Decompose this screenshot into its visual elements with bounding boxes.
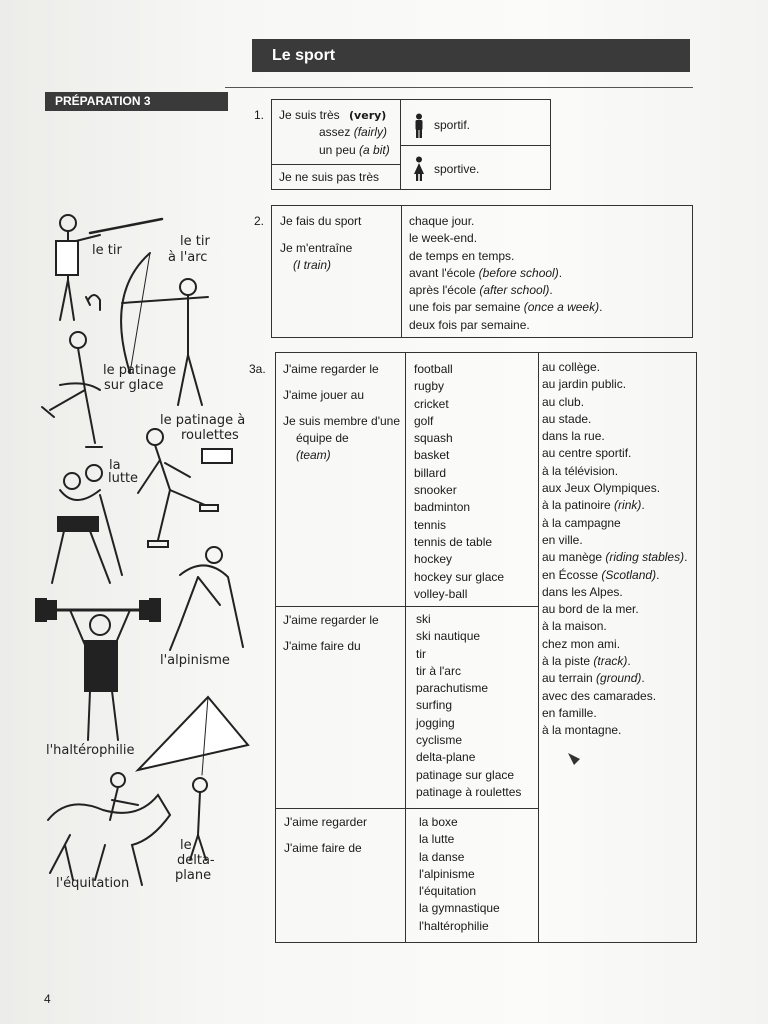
ex3-b1-team: (team) bbox=[296, 448, 331, 462]
list-item: une fois par semaine (once a week). bbox=[409, 300, 603, 315]
list-item: chaque jour. bbox=[409, 214, 475, 228]
list-item: squash bbox=[414, 431, 453, 446]
exercise-1-number: 1. bbox=[254, 108, 265, 122]
list-item: l'alpinisme bbox=[419, 866, 475, 881]
list-item: au club. bbox=[542, 394, 585, 409]
list-item: à la télévision. bbox=[542, 463, 619, 478]
list-item: après l'école (after school). bbox=[409, 283, 553, 298]
list-item: en famille. bbox=[542, 705, 597, 720]
ex1-line-assez: assez (fairly) bbox=[319, 125, 388, 139]
list-item: l'équitation bbox=[419, 884, 476, 899]
roller-skater-figure-icon bbox=[138, 429, 232, 547]
list-item: golf bbox=[414, 413, 434, 428]
label-le-tir: le tir bbox=[92, 243, 122, 258]
male-figure-icon bbox=[412, 113, 426, 139]
list-item: au jardin public. bbox=[542, 377, 627, 392]
list-item: la danse bbox=[419, 849, 465, 864]
ex1-line-un-peu: un peu (a bit) bbox=[319, 143, 390, 157]
list-item: snooker bbox=[414, 483, 457, 498]
list-item: à la patinoire (rink). bbox=[542, 498, 645, 513]
list-item: patinage à roulettes bbox=[416, 784, 522, 799]
ex3-b1-jouer: J'aime jouer au bbox=[283, 388, 364, 402]
page-title: Le sport bbox=[252, 39, 690, 72]
ex3-b2-sports bbox=[416, 611, 521, 801]
hang-glider-figure-icon bbox=[138, 697, 248, 860]
list-item: cyclisme bbox=[416, 733, 463, 748]
ice-skater-figure-icon bbox=[42, 332, 102, 447]
list-item: au collège. bbox=[542, 360, 601, 374]
list-item: la boxe bbox=[419, 815, 458, 829]
ex2-entraine: Je m'entraîne bbox=[280, 241, 353, 255]
sports-illustrations bbox=[30, 205, 255, 905]
shooter-figure-icon bbox=[56, 215, 162, 320]
ex2-train-gloss: (I train) bbox=[293, 258, 332, 272]
exercise-2-divider bbox=[401, 205, 402, 338]
list-item: tir bbox=[416, 646, 426, 661]
list-item: au stade. bbox=[542, 411, 592, 426]
list-item: volley-ball bbox=[414, 586, 468, 601]
label-patinage-roulettes-1: le patinage à bbox=[160, 413, 246, 428]
list-item: parachutisme bbox=[416, 681, 489, 696]
list-item: la lutte bbox=[419, 832, 455, 847]
ex1-female: sportive. bbox=[434, 162, 480, 176]
list-item: tir à l'arc bbox=[416, 663, 461, 678]
list-item: billard bbox=[414, 465, 447, 480]
ex3-b1-membre: Je suis membre d'une bbox=[283, 414, 401, 428]
label-delta-3: plane bbox=[175, 868, 212, 883]
ex3-b1-equipe: équipe de bbox=[296, 431, 349, 445]
list-item: au manège (riding stables). bbox=[542, 550, 688, 565]
list-item: aux Jeux Olympiques. bbox=[542, 481, 661, 496]
ex3-b1-regarder: J'aime regarder le bbox=[283, 362, 379, 376]
list-item: à la maison. bbox=[542, 619, 607, 634]
exercise-1-right-line bbox=[400, 145, 551, 146]
list-item: cricket bbox=[414, 396, 449, 411]
exercise-3a-row-line-1 bbox=[275, 606, 539, 607]
list-item: au centre sportif. bbox=[542, 446, 632, 461]
ex2-fais: Je fais du sport bbox=[280, 214, 362, 228]
list-item: rugby bbox=[414, 379, 445, 394]
label-patinage-glace-2: sur glace bbox=[104, 378, 164, 393]
list-item: hockey bbox=[414, 552, 453, 567]
label-patinage-glace-1: le patinage bbox=[103, 363, 177, 378]
list-item: basket bbox=[414, 448, 450, 463]
list-item: avant l'école (before school). bbox=[409, 265, 563, 280]
list-item: en ville. bbox=[542, 532, 583, 547]
list-item: delta-plane bbox=[416, 750, 476, 765]
list-item: football bbox=[414, 362, 453, 376]
list-item: dans la rue. bbox=[542, 429, 605, 444]
list-item: la gymnastique bbox=[419, 901, 500, 916]
page-number: 4 bbox=[44, 992, 51, 1006]
list-item: avec des camarades. bbox=[542, 688, 657, 703]
label-equitation: l'équitation bbox=[56, 876, 130, 891]
ex1-negative: Je ne suis pas très bbox=[279, 170, 380, 184]
label-lutte-2: lutte bbox=[108, 471, 139, 486]
label-patinage-roulettes-2: roulettes bbox=[181, 428, 239, 443]
list-item: en Écosse (Scotland). bbox=[542, 567, 660, 582]
section-label: PRÉPARATION 3 bbox=[45, 92, 228, 111]
list-item: à la montagne. bbox=[542, 723, 622, 738]
list-item: jogging bbox=[416, 715, 455, 730]
ex3-b3-faire: J'aime faire de bbox=[284, 841, 362, 855]
list-item: au terrain (ground). bbox=[542, 671, 645, 686]
pencil-mark-icon bbox=[566, 751, 584, 767]
list-item: au bord de la mer. bbox=[542, 602, 639, 617]
list-item: tennis bbox=[414, 517, 447, 532]
label-tir-arc-2: à l'arc bbox=[168, 250, 208, 265]
label-halterophilie: l'haltérophilie bbox=[46, 743, 135, 758]
ex3-b2-regarder: J'aime regarder le bbox=[283, 613, 379, 627]
ex3-b3-sports bbox=[419, 814, 500, 935]
list-item: ski bbox=[416, 612, 431, 626]
climber-figure-icon bbox=[170, 547, 243, 650]
ex3-b3-regarder: J'aime regarder bbox=[284, 815, 367, 829]
label-delta-2: delta- bbox=[177, 853, 215, 868]
exercise-3a-divider-2 bbox=[538, 352, 539, 943]
handwritten-very: (very) bbox=[349, 109, 387, 122]
list-item: tennis de table bbox=[414, 534, 493, 549]
list-item: l'haltérophilie bbox=[419, 918, 489, 933]
list-item: deux fois par semaine. bbox=[409, 317, 530, 332]
label-tir-arc-1: le tir bbox=[180, 234, 210, 249]
list-item: surfing bbox=[416, 698, 453, 713]
list-item: chez mon ami. bbox=[542, 636, 621, 651]
label-delta-1: le bbox=[180, 838, 192, 853]
list-item: de temps en temps. bbox=[409, 248, 515, 263]
ex3-places bbox=[542, 359, 687, 740]
list-item: ski nautique bbox=[416, 629, 481, 644]
title-rule bbox=[225, 87, 693, 88]
female-figure-icon bbox=[412, 156, 426, 182]
horse-rider-figure-icon bbox=[48, 773, 170, 885]
label-alpinisme: l'alpinisme bbox=[160, 653, 230, 668]
exercise-3a-divider-1 bbox=[405, 352, 406, 943]
ex1-line-tres: Je suis très (very) bbox=[279, 108, 387, 122]
exercise-2-number: 2. bbox=[254, 214, 265, 228]
list-item: à la piste (track). bbox=[542, 654, 631, 669]
list-item: badminton bbox=[414, 500, 471, 515]
exercise-3a-row-line-2 bbox=[275, 808, 539, 809]
exercise-3a-number: 3a. bbox=[249, 362, 266, 376]
ex1-male: sportif. bbox=[434, 118, 471, 132]
list-item: hockey sur glace bbox=[414, 569, 505, 584]
list-item: à la campagne bbox=[542, 515, 621, 530]
list-item: patinage sur glace bbox=[416, 767, 515, 782]
ex3-b2-faire: J'aime faire du bbox=[283, 639, 361, 653]
weightlifter-figure-icon bbox=[36, 599, 160, 740]
ex2-frequency-list bbox=[409, 213, 602, 334]
label-lutte-1: la bbox=[109, 458, 121, 473]
list-item: le week-end. bbox=[409, 231, 478, 246]
list-item: dans les Alpes. bbox=[542, 584, 623, 599]
ex3-b1-sports bbox=[414, 361, 504, 603]
exercise-1-row-line bbox=[271, 164, 401, 165]
